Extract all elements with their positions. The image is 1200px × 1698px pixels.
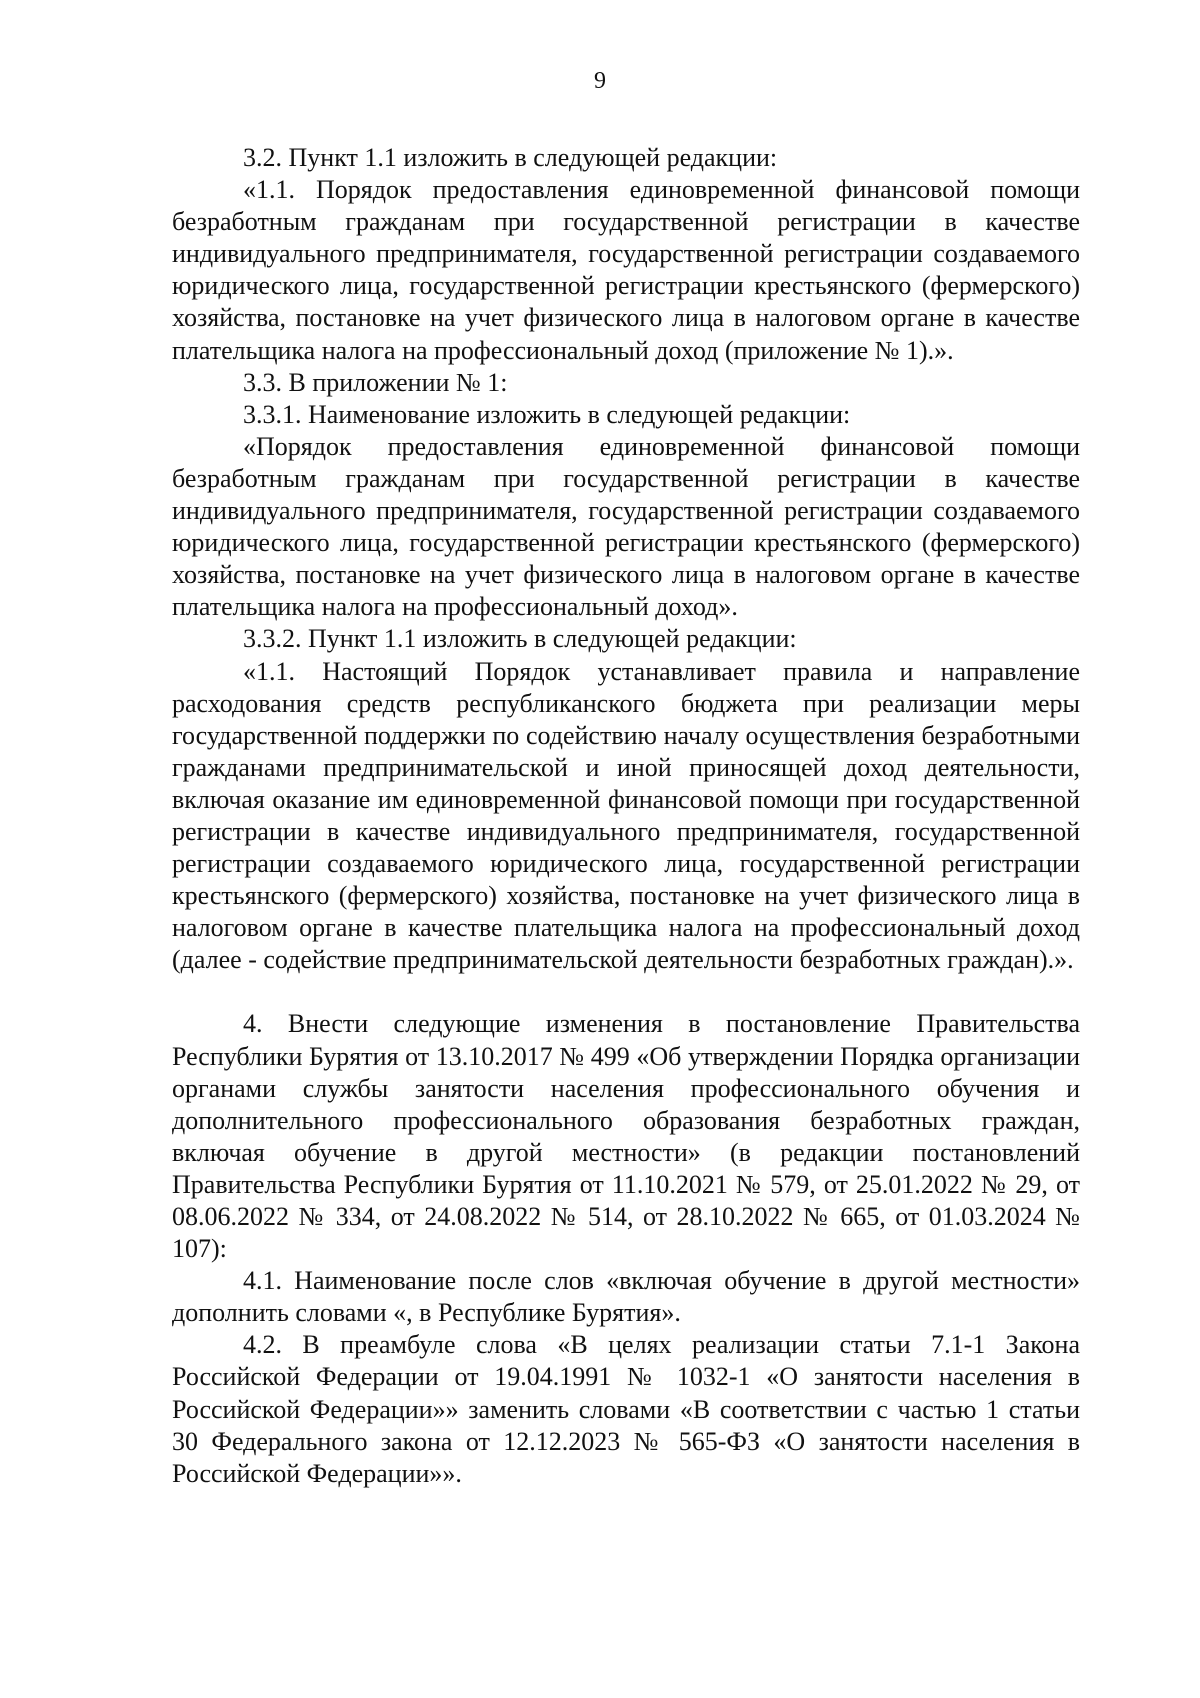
paragraph-3-3-1: 3.3.1. Наименование изложить в следующей редакции: [243,399,851,429]
paragraph-3-2: 3.2. Пункт 1.1 изложить в следующей редакции: [243,143,778,172]
paragraph-4-1: 4.1. Наименование после слов «включая обучение в другой местности» дополнить словами «, в Республике Бурятия». [172,1266,1080,1328]
paragraph-3-3: 3.3. В приложении № 1: [243,367,508,397]
paragraph-quote-1-1: «1.1. Порядок предоставления единовременной финансовой помощи безработным гражданам при государственной регистрации в качестве индивидуального предпринимателя, государственной регистрации создаваемого юридического лица, государственной регистрации крестьянского (фермерского) хозяйства, постановке на учет физического лица в налоговом органе в качестве плательщика налога на профессиональный доход (приложение № 1).». [172,175,1080,365]
paragraph-4: 4. Внести следующие изменения в постановление Правительства Республики Бурятия от 13.10.2017 № 499 «Об утверждении Порядка организации органами службы занятости населения профессионального обучения и дополнительного профессионального образования безработных граждан, включая обучение в другой местности» (в редакции постановлений Правительства Республики Бурятия от 11.10.2021 № 579, от 25.01.2022 № 29, от 08.06.2022 № 334, от 24.08.2022 № 514, от 28.10.2022 № 665, от 01.03.2024 № 107): [172,1009,1080,1264]
document-body [172,142,1080,1490]
paragraph-4-2: 4.2. В преамбуле слова «В целях реализации статьи 7.1-1 Закона Российской Федерации от 19.04.1991 № 1032-1 «О занятости населения в Российской Федерации»» заменить словами «В соответствии с частью 1 статьи 30 Федерального закона от 12.12.2023 № 565-ФЗ «О занятости населения в Российской Федерации»». [172,1330,1080,1488]
paragraph-quote-1-1-full: «1.1. Настоящий Порядок устанавливает правила и направление расходования средств республиканского бюджета при реализации меры государственной поддержки по содействию началу осуществления безработными гражданами предпринимательской и иной приносящей доход деятельности, включая оказание им единовременной финансовой помощи при государственной регистрации в качестве индивидуального предпринимателя, государственной регистрации создаваемого юридического лица, государственной регистрации крестьянского (фермерского) хозяйства, постановке на учет физического лица в налоговом органе в качестве плательщика налога на профессиональный доход (далее - содействие предпринимательской деятельности безработных граждан).». [172,656,1080,975]
page-number: 9 [594,68,606,94]
paragraph-quote-title: «Порядок предоставления единовременной финансовой помощи безработным гражданам при государственной регистрации в качестве индивидуального предпринимателя, государственной регистрации создаваемого юридического лица, государственной регистрации крестьянского (фермерского) хозяйства, постановке на учет физического лица в налоговом органе в качестве плательщика налога на профессиональный доход». [172,431,1080,622]
paragraph-3-3-2: 3.3.2. Пункт 1.1 изложить в следующей редакции: [243,624,797,654]
